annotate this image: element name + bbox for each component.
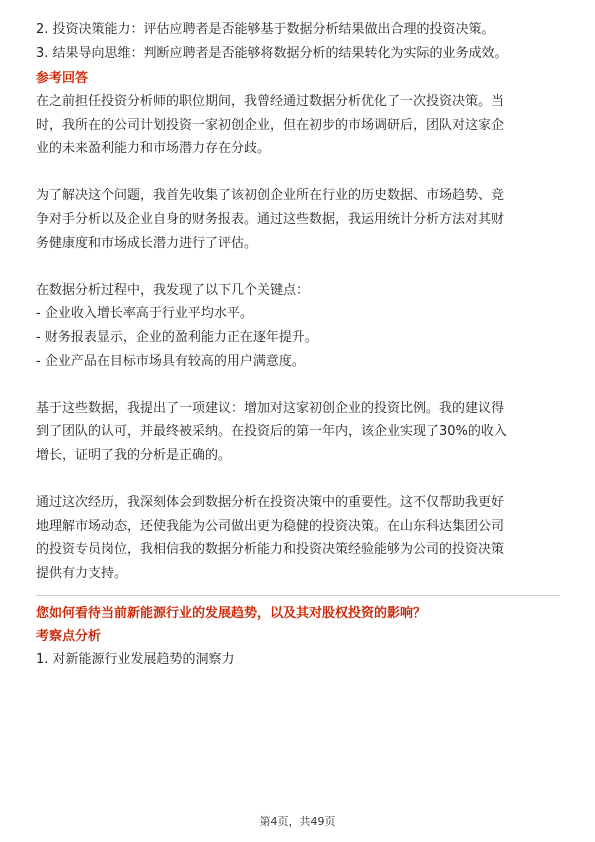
section-divider: [36, 595, 560, 596]
text-line: 争对手分析以及企业自身的财务报表。通过这些数据，我运用统计分析方法对其财: [36, 211, 505, 227]
list-item: - 财务报表显示，企业的盈利能力正在逐年提升。: [36, 329, 318, 345]
page-footer: 第4页，共49页: [259, 815, 336, 828]
criterion-item: 2. 投资决策能力：评估应聘者是否能够基于数据分析结果做出合理的投资决策。: [36, 22, 495, 37]
answer-paragraph: [36, 279, 560, 373]
answer-paragraph: [36, 397, 560, 468]
answer-heading: 参考回答: [36, 71, 89, 86]
text-line: 在之前担任投资分析师的职位期间，我曾经通过数据分析优化了一次投资决策。当: [36, 94, 505, 109]
list-item: - 企业收入增长率高于行业平均水平。: [36, 306, 253, 322]
list-item: - 企业产品在目标市场具有较高的用户满意度。: [36, 353, 305, 369]
document-page: [36, 18, 560, 672]
text-line: 业的未来盈利能力和市场潜力存在分歧。: [36, 141, 271, 157]
text-line: 时，我所在的公司计划投资一家初创企业，但在初步的市场调研后，团队对这家企: [36, 117, 505, 133]
answer-paragraph: [36, 90, 560, 161]
text-line: 地理解市场动态，还使我能为公司做出更为稳健的投资决策。在山东科达集团公司: [36, 518, 505, 534]
text-line: 的投资专员岗位，我相信我的数据分析能力和投资决策经验能够为公司的投资决策: [36, 542, 505, 558]
analysis-heading: 考察点分析: [36, 629, 102, 645]
text-line: 基于这些数据，我提出了一项建议：增加对这家初创企业的投资比例。我的建议得: [36, 400, 505, 416]
text-line: 提供有力支持。: [36, 565, 128, 581]
criterion-item: 3. 结果导向思维：判断应聘者是否能够将数据分析的结果转化为实际的业务成效。: [36, 46, 508, 61]
answer-paragraph: [36, 491, 560, 585]
text-line: 务健康度和市场成长潜力进行了评估。: [36, 235, 258, 251]
question-heading: 您如何看待当前新能源行业的发展趋势，以及其对股权投资的影响？: [36, 606, 427, 622]
answer-paragraph: [36, 184, 560, 255]
text-line: 通过这次经历，我深刻体会到数据分析在投资决策中的重要性。这不仅帮助我更好: [36, 495, 505, 511]
text-line: 在数据分析过程中，我发现了以下几个关键点：: [36, 282, 310, 298]
text-line: 增长，证明了我的分析是正确的。: [36, 447, 232, 463]
text-line: 到了团队的认可，并最终被采纳。在投资后的第一年内，该企业实现了30%的收入: [36, 424, 507, 440]
text-line: 为了解决这个问题，我首先收集了该初创企业所在行业的历史数据、市场趋势、竞: [36, 188, 505, 204]
criterion-item: 1. 对新能源行业发展趋势的洞察力: [36, 652, 235, 668]
